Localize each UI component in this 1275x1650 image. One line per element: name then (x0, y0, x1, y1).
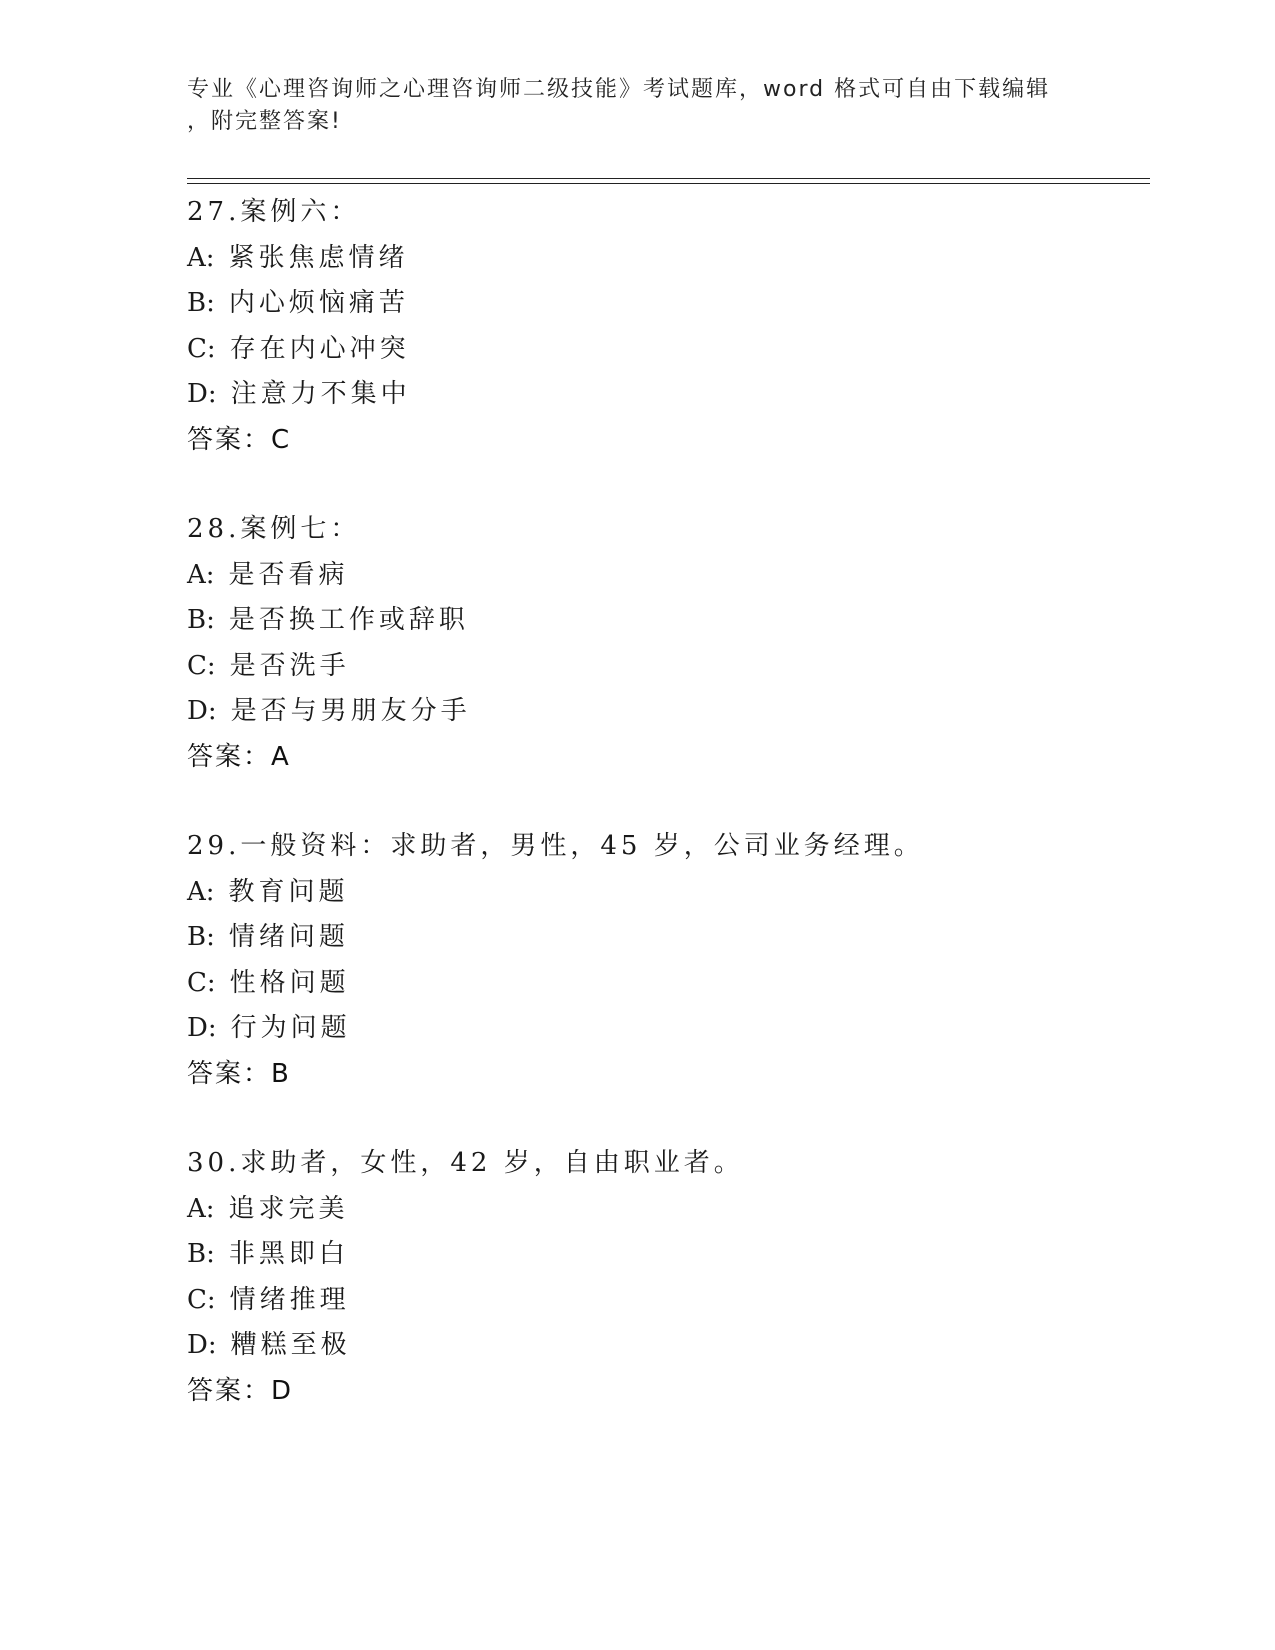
header-divider-top (187, 178, 1150, 179)
option-b (187, 598, 1147, 644)
option-b (187, 1232, 1147, 1278)
option-text: 存在内心冲突 (229, 333, 410, 364)
option-b (187, 281, 1147, 327)
answer-line: 答案：B (187, 1058, 291, 1089)
option-letter: D: (187, 379, 217, 409)
option-c (187, 644, 1147, 690)
option-text: 糟糕至极 (230, 1330, 351, 1360)
question-stem: 30.求助者，女性，42 岁，自由职业者。 (187, 1148, 744, 1178)
option-letter: A: (187, 559, 215, 590)
question-28 (187, 507, 1147, 780)
option-letter: B: (187, 922, 215, 952)
option-text: 情绪推理 (229, 1284, 350, 1315)
option-letter: C: (187, 1284, 216, 1315)
option-d (187, 689, 1147, 735)
option-text: 是否洗手 (229, 650, 350, 681)
option-letter: A: (187, 242, 215, 273)
answer-line: 答案：D (187, 1375, 294, 1406)
option-text: 教育问题 (228, 876, 349, 907)
option-text: 性格问题 (229, 967, 350, 998)
question-27 (187, 190, 1147, 463)
question-30 (187, 1141, 1147, 1414)
option-text: 非黑即白 (228, 1239, 349, 1269)
question-stem: 27.案例六： (187, 197, 361, 227)
option-text: 行为问题 (230, 1013, 351, 1043)
answer-line: 答案：A (187, 741, 291, 772)
document-header (187, 74, 1087, 138)
option-text: 紧张焦虑情绪 (228, 242, 409, 273)
option-a (187, 553, 1147, 599)
option-c (187, 327, 1147, 373)
option-letter: D: (187, 1330, 217, 1360)
option-letter: B: (187, 605, 215, 635)
option-letter: D: (187, 696, 217, 726)
option-b (187, 915, 1147, 961)
option-text: 是否看病 (228, 559, 349, 590)
option-letter: C: (187, 333, 216, 364)
header-line-2: ，附完整答案! (187, 109, 342, 134)
option-c (187, 961, 1147, 1007)
option-text: 内心烦恼痛苦 (228, 288, 409, 318)
option-text: 追求完美 (228, 1193, 349, 1224)
option-letter: B: (187, 288, 215, 318)
header-divider-bottom (187, 183, 1150, 184)
option-c (187, 1278, 1147, 1324)
question-list (187, 190, 1147, 1458)
question-29 (187, 824, 1147, 1097)
option-a (187, 870, 1147, 916)
option-letter: C: (187, 967, 216, 998)
option-letter: B: (187, 1239, 215, 1269)
option-letter: C: (187, 650, 216, 681)
option-d (187, 372, 1147, 418)
option-letter: A: (187, 876, 215, 907)
option-letter: A: (187, 1193, 215, 1224)
option-d (187, 1323, 1147, 1369)
option-letter: D: (187, 1013, 217, 1043)
question-stem: 28.案例七： (187, 514, 361, 544)
option-text: 情绪问题 (228, 922, 349, 952)
header-line-1: 专业《心理咨询师之心理咨询师二级技能》考试题库，word 格式可自由下载编辑 (187, 77, 1051, 102)
option-a (187, 1187, 1147, 1233)
answer-line: 答案：C (187, 424, 292, 455)
option-text: 是否换工作或辞职 (228, 605, 469, 635)
question-stem: 29.一般资料：求助者，男性，45 岁，公司业务经理。 (187, 831, 924, 861)
option-a (187, 236, 1147, 282)
option-text: 是否与男朋友分手 (230, 696, 471, 726)
option-text: 注意力不集中 (230, 379, 411, 409)
option-d (187, 1006, 1147, 1052)
